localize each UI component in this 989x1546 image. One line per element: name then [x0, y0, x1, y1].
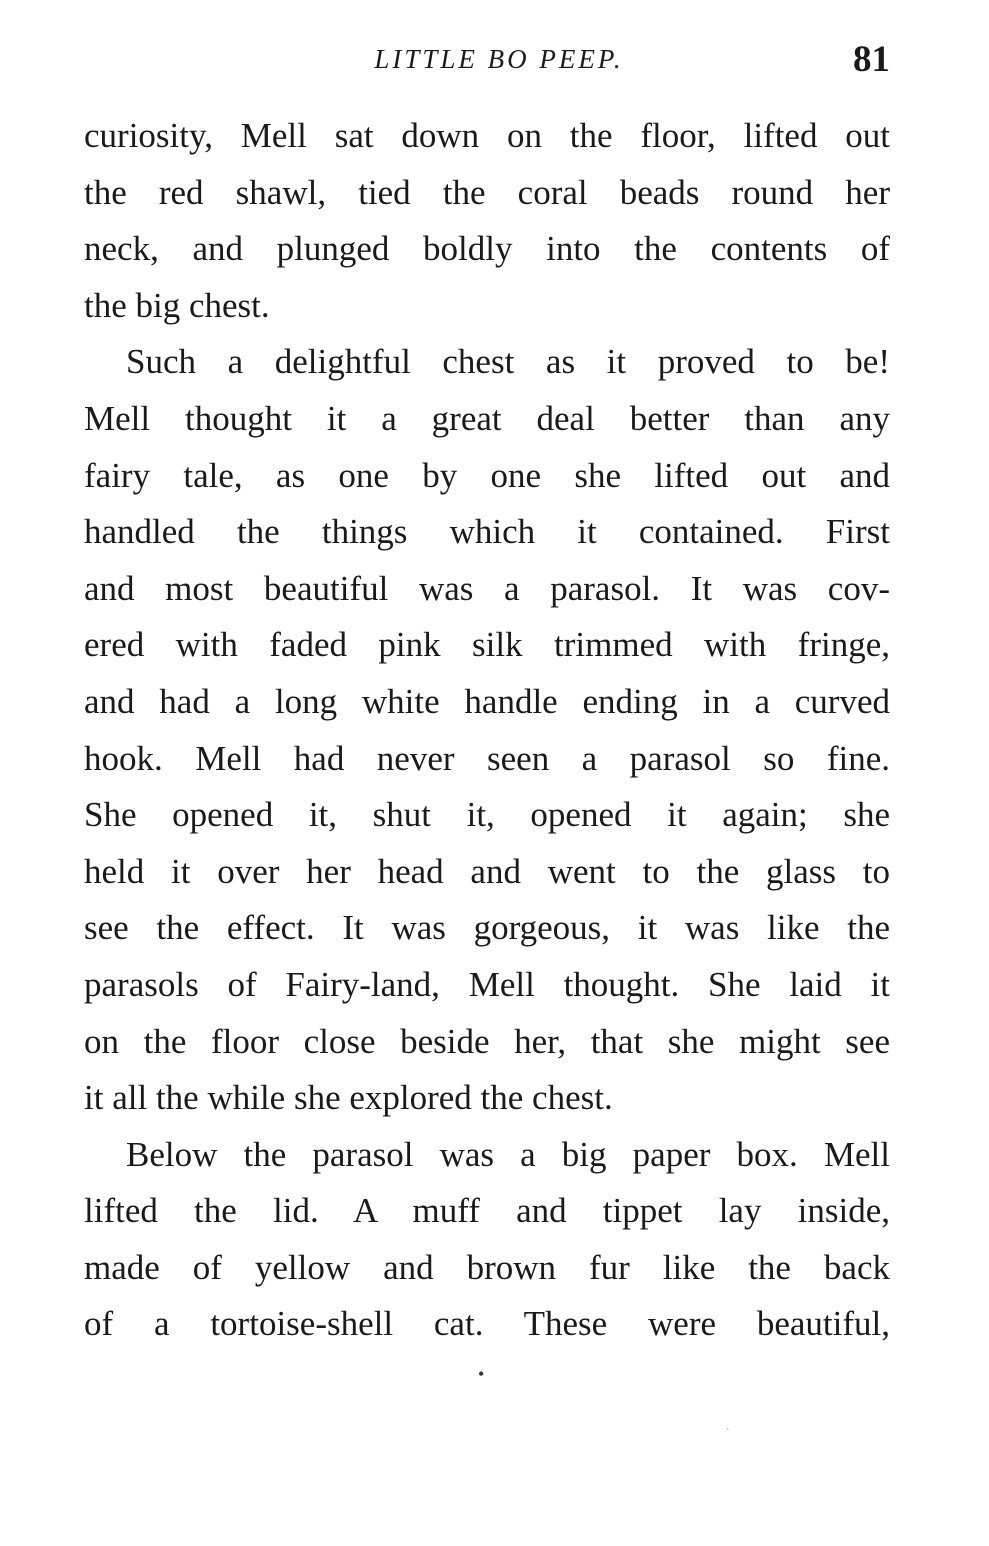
text-line: Below the parasol was a big paper box. Mell — [126, 1134, 890, 1174]
text-line: parasols of Fairy-land, Mell thought. She laid it — [84, 964, 890, 1004]
print-speck: ˋ — [726, 1428, 730, 1439]
running-head — [84, 38, 890, 88]
text-line: of a tortoise-shell cat. These were beautiful, — [84, 1304, 890, 1344]
text-line: She opened it, shut it, opened it again; she — [84, 795, 890, 835]
text-line: and had a long white handle ending in a curved — [84, 681, 890, 721]
text-line: it all the while she explored the chest. — [84, 1078, 613, 1118]
running-title: LITTLE BO PEEP. — [374, 44, 624, 74]
text-line: and most beautiful was a parasol. It was cov- — [84, 568, 890, 608]
text-line: curiosity, Mell sat down on the floor, lifted out — [84, 116, 890, 155]
text-line: made of yellow and brown fur like the back — [84, 1247, 890, 1287]
text-line: the big chest. — [84, 285, 270, 325]
page-number: 81 — [853, 39, 890, 80]
text-line: on the floor close beside her, that she might see — [84, 1021, 890, 1061]
text-line: the red shawl, tied the coral beads round her — [84, 172, 890, 212]
footer-mark: • — [478, 1364, 485, 1384]
text-line: hook. Mell had never seen a parasol so fine. — [84, 738, 890, 778]
text-line: handled the things which it contained. First — [84, 512, 890, 552]
text-line: Such a delightful chest as it proved to be! — [126, 342, 890, 382]
text-line: ered with faded pink silk trimmed with fringe, — [84, 625, 890, 665]
text-line: held it over her head and went to the glass to — [84, 851, 890, 891]
text-line: lifted the lid. A muff and tippet lay inside, — [84, 1191, 890, 1231]
text-line: fairy tale, as one by one she lifted out and — [84, 455, 890, 495]
text-line: Mell thought it a great deal better than any — [84, 398, 890, 438]
body-text — [84, 108, 890, 1353]
text-line: see the effect. It was gorgeous, it was like the — [84, 908, 890, 948]
text-line: neck, and plunged boldly into the contents of — [84, 229, 890, 269]
